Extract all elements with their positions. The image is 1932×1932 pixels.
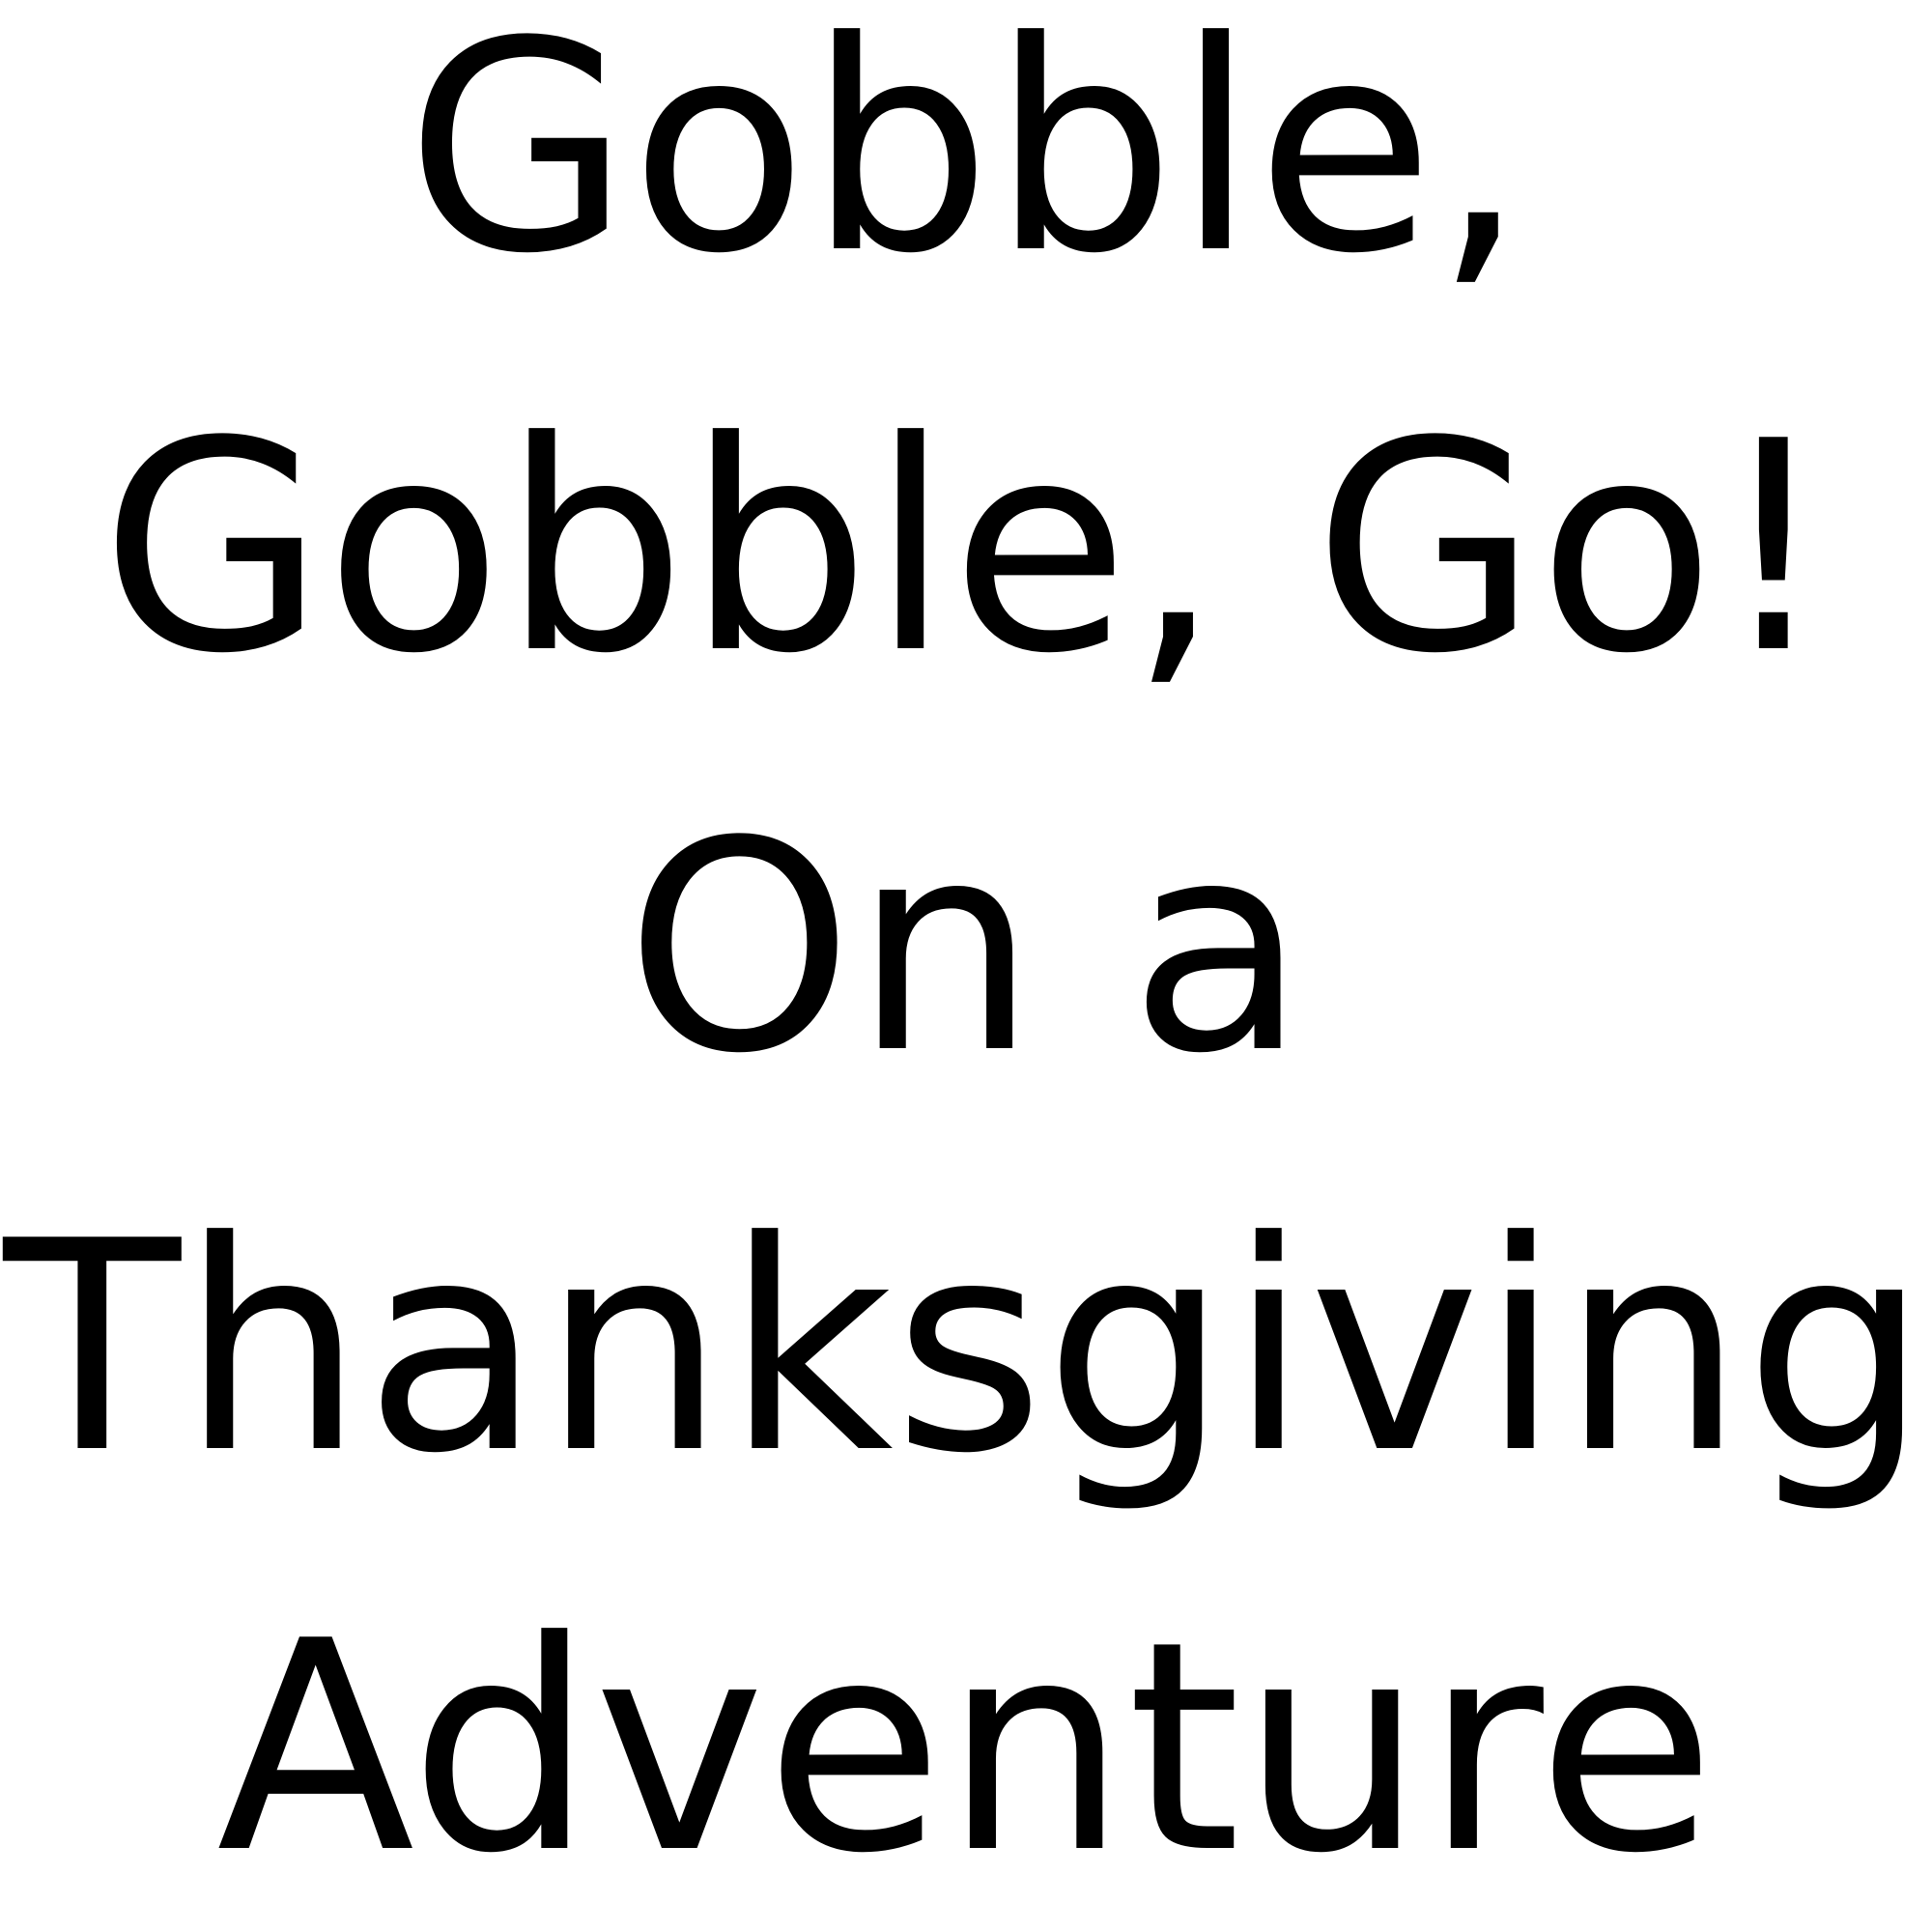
title-line-1: Gobble,	[405, 0, 1527, 317]
title-line-3: On a	[625, 780, 1307, 1117]
title-line-2: Gobble, Go!	[100, 380, 1832, 717]
title-line-4: Thanksgiving	[3, 1179, 1929, 1517]
title-line-5: Adventure	[216, 1579, 1716, 1917]
